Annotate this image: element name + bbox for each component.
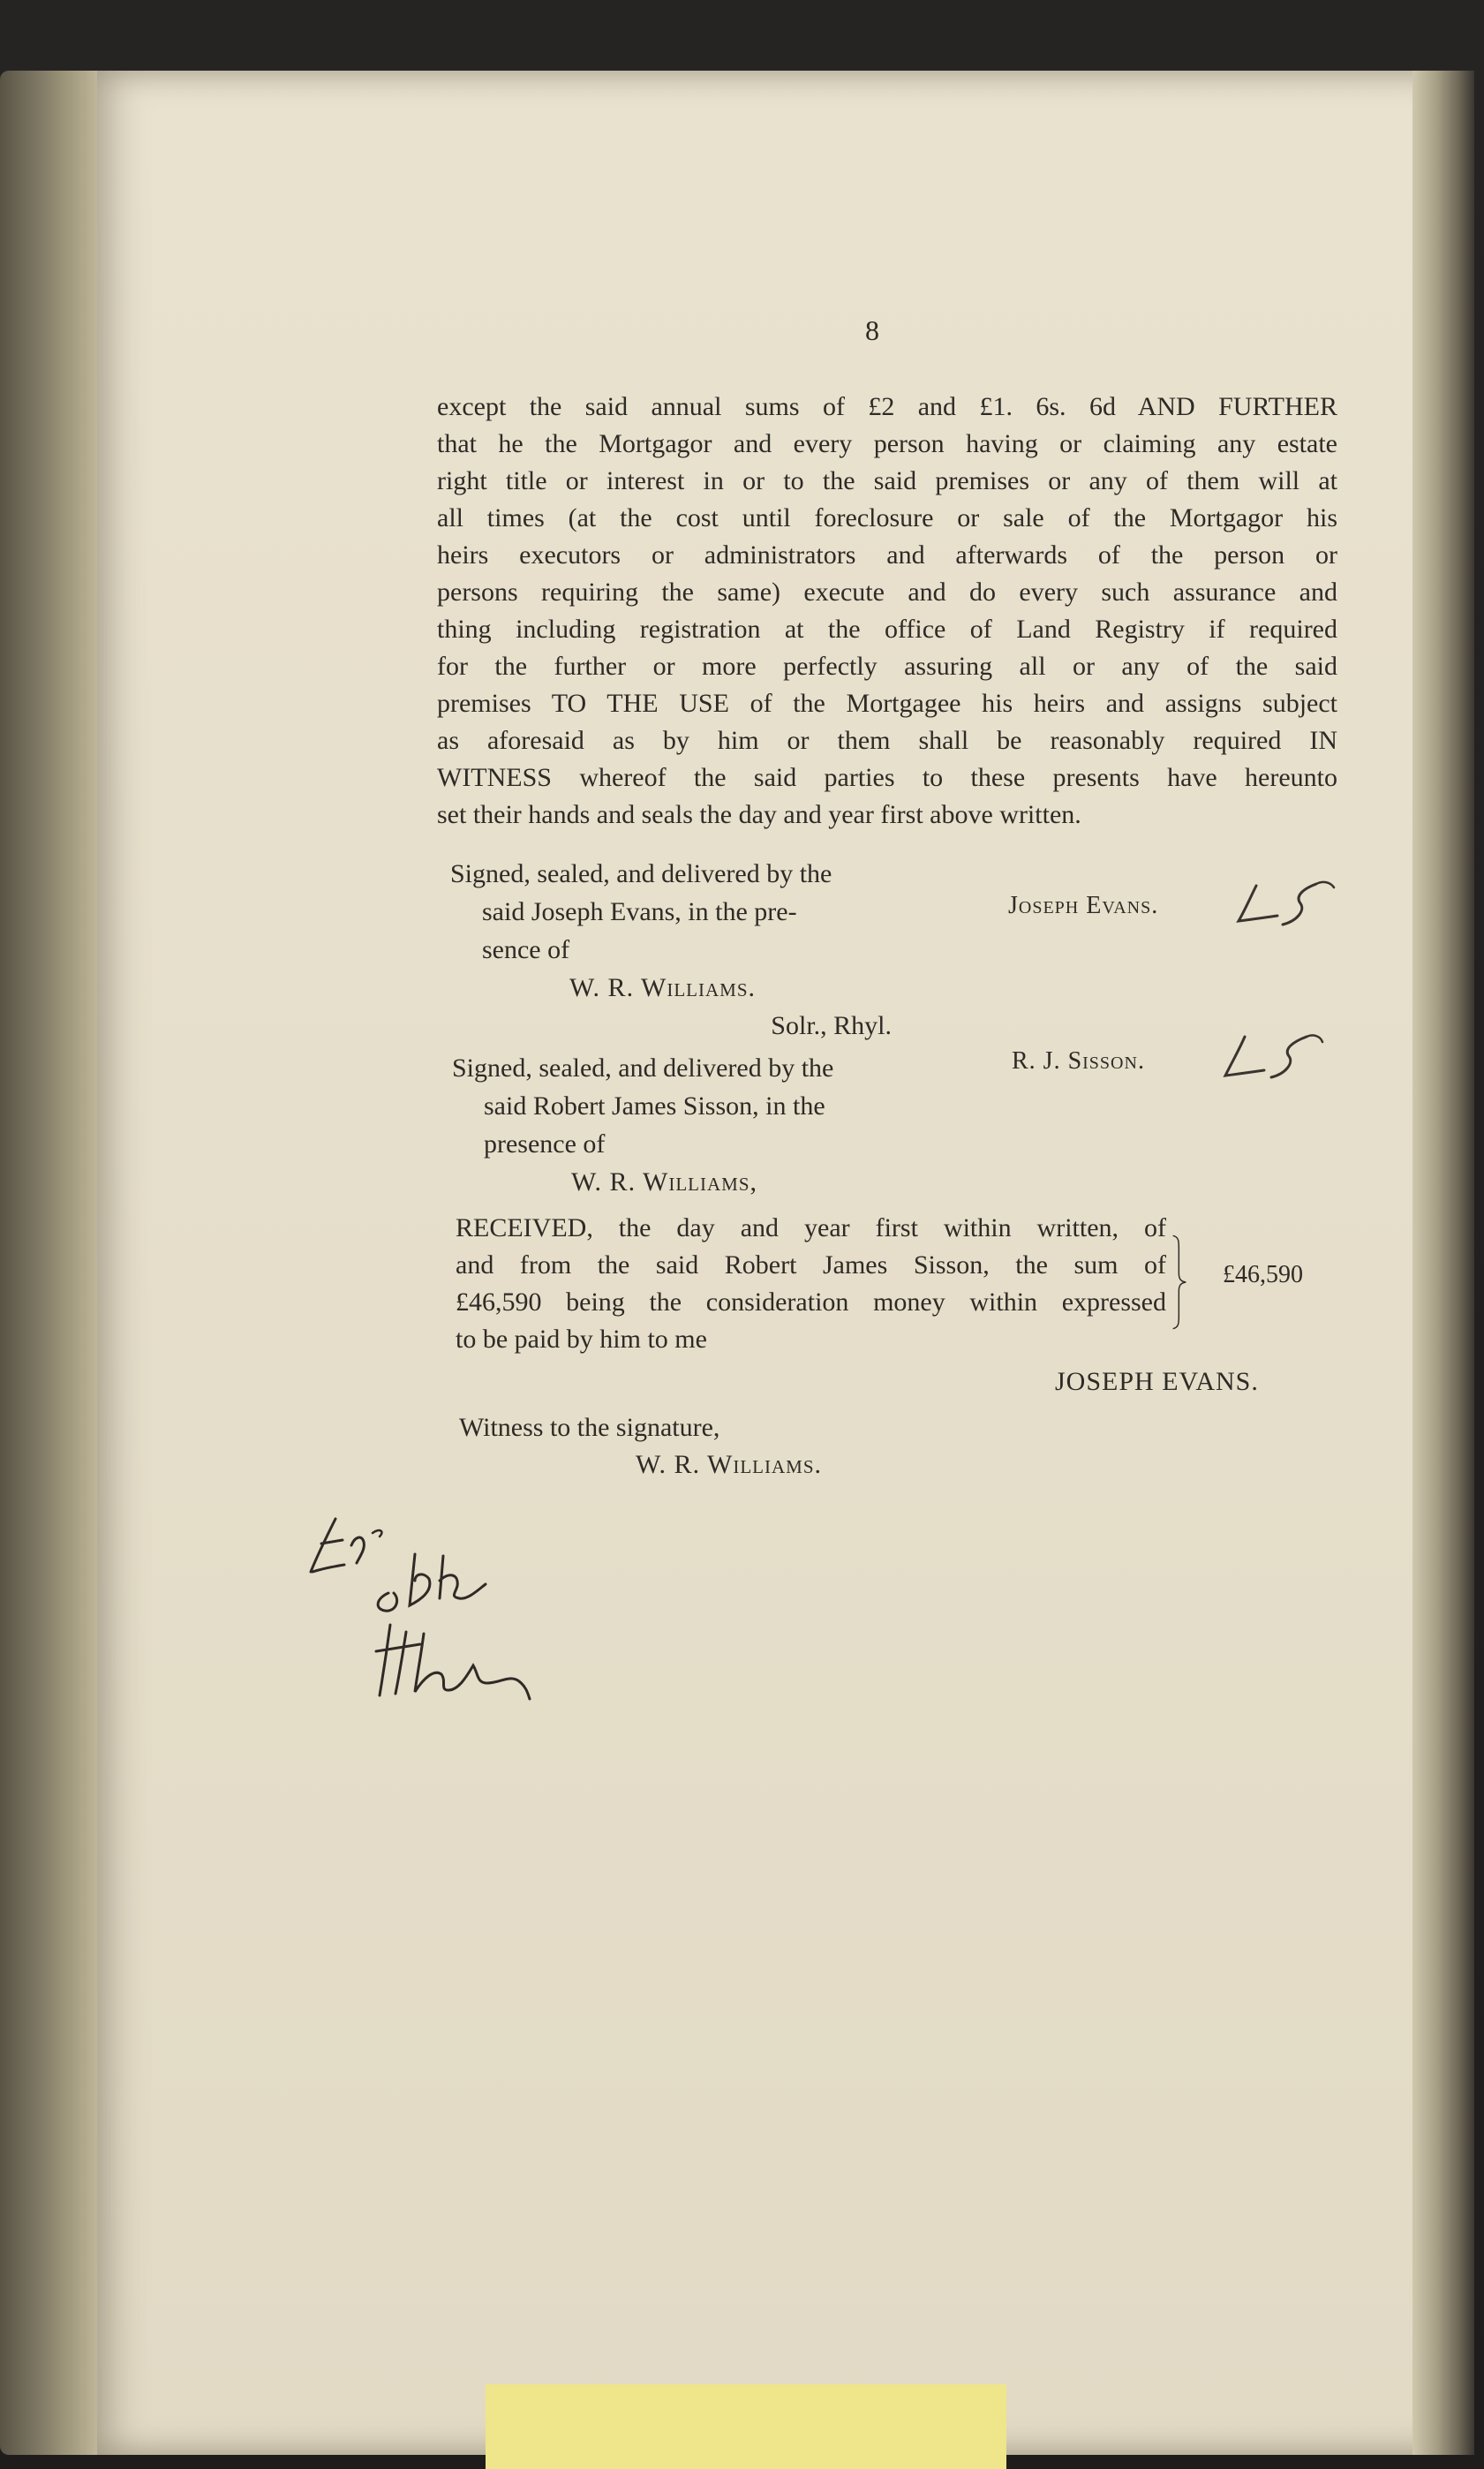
receipt-brace bbox=[1171, 1212, 1188, 1353]
body-line: WITNESS whereof the said parties to these presents have hereunto bbox=[437, 763, 1337, 792]
attestation-line: Signed, sealed, and delivered by the bbox=[450, 859, 832, 888]
body-line: that he the Mortgagor and every person having or claiming any estate bbox=[437, 429, 1337, 458]
handwritten-initials-2 bbox=[1218, 1031, 1333, 1084]
witness-address: Solr., Rhyl. bbox=[771, 1011, 892, 1040]
body-line: all times (at the cost until foreclosure or sale of the Mortgagor his bbox=[437, 503, 1337, 532]
receipt-clause bbox=[456, 1210, 1166, 1358]
body-line: heirs executors or administrators and afterwards of the person or bbox=[437, 540, 1337, 570]
attestation-line: said Robert James Sisson, in the bbox=[484, 1091, 825, 1121]
body-line: set their hands and seals the day and year first above written. bbox=[437, 800, 1081, 829]
handwritten-annotation bbox=[291, 1501, 574, 1704]
witness-name: W. R. Williams. bbox=[636, 1450, 823, 1479]
attestation-line: said Joseph Evans, in the pre- bbox=[482, 897, 797, 926]
attestation-line: Signed, sealed, and delivered by the bbox=[452, 1053, 834, 1083]
receipt-amount: £46,590 bbox=[1223, 1261, 1303, 1288]
receipt-line: RECEIVED, the day and year first within written, of bbox=[456, 1213, 1166, 1242]
page-edge bbox=[1412, 71, 1474, 2455]
body-line: as aforesaid as by him or them shall be reasonably required IN bbox=[437, 726, 1337, 755]
handwritten-initials-1 bbox=[1232, 879, 1346, 932]
page-number: 8 bbox=[865, 314, 879, 346]
sticky-note bbox=[486, 2384, 1006, 2469]
attestation-witness: W. R. Williams. bbox=[569, 973, 757, 1002]
body-line: premises TO THE USE of the Mortgagee his heirs and assigns subject bbox=[437, 689, 1337, 718]
body-line: except the said annual sums of £2 and £1. 6s. 6d AND FURTHER bbox=[437, 392, 1337, 421]
body-line: thing including registration at the office of Land Registry if required bbox=[437, 615, 1337, 644]
attestation-clause-1 bbox=[450, 855, 909, 1045]
signatory-name: R. J. Sisson. bbox=[1012, 1047, 1145, 1075]
body-line: right title or interest in or to the said premises or any of them will at bbox=[437, 466, 1337, 495]
witness-block bbox=[459, 1409, 822, 1484]
book-binding bbox=[0, 71, 106, 2455]
body-line: for the further or more perfectly assuring all or any of the said bbox=[437, 652, 1337, 681]
receipt-signatory: JOSEPH EVANS. bbox=[1055, 1367, 1259, 1396]
attestation-clause-2 bbox=[452, 1049, 911, 1201]
receipt-line: £46,590 being the consideration money within expressed bbox=[456, 1287, 1166, 1317]
witness-label: Witness to the signature, bbox=[459, 1413, 720, 1442]
attestation-line: presence of bbox=[484, 1129, 606, 1159]
deed-body-text bbox=[437, 389, 1337, 834]
receipt-line: to be paid by him to me bbox=[456, 1325, 707, 1354]
receipt-line: and from the said Robert James Sisson, the sum of bbox=[456, 1250, 1166, 1280]
signatory-name: Joseph Evans. bbox=[1008, 892, 1159, 919]
body-line: persons requiring the same) execute and do every such assurance and bbox=[437, 578, 1337, 607]
attestation-witness: W. R. Williams, bbox=[571, 1167, 758, 1197]
attestation-line: sence of bbox=[482, 935, 570, 964]
